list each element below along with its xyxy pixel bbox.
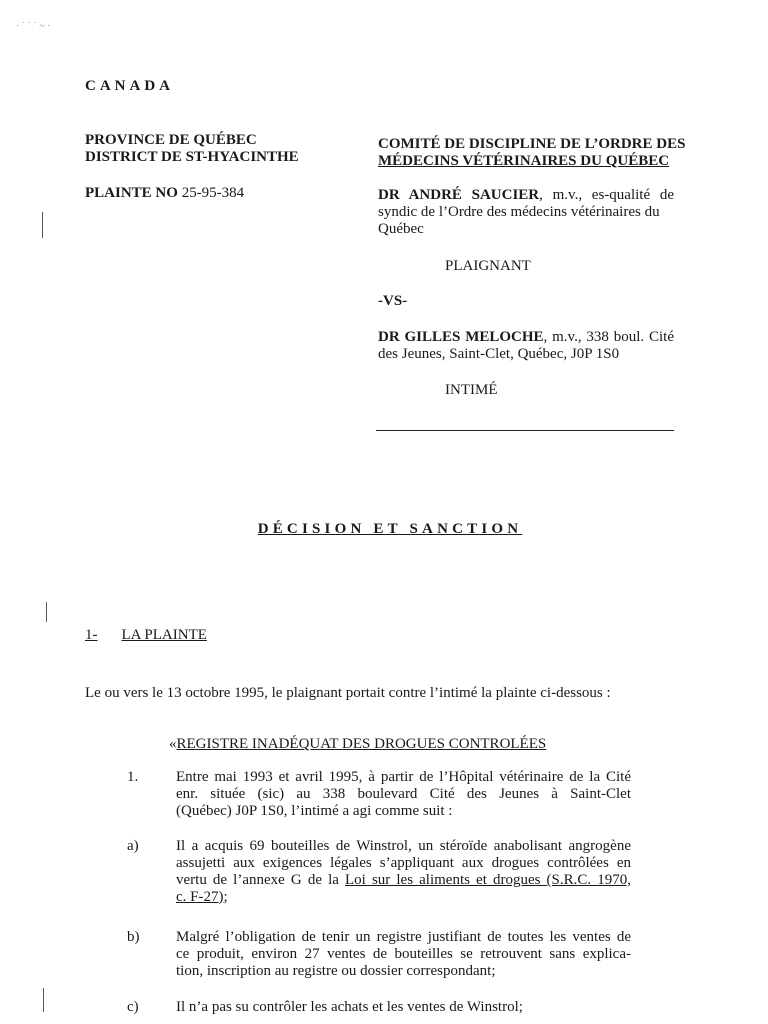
item-line: enr. située (sic) au 338 boulevard Cité des Jeunes à Saint-Clet [176,786,631,802]
item-line: Il a acquis 69 bouteilles de Winstrol, un stéroïde anabolisant angrogène [176,838,631,854]
scan-artifact: · ˙ ˙ ˙ ~ · [16,21,51,32]
item-line: Entre mai 1993 et avril 1995, à partir de l’Hôpital vétérinaire de la Cité [176,769,631,785]
district-heading: DISTRICT DE ST-HYACINTHE [85,149,299,165]
law-reference: Loi sur les aliments et drogues (S.R.C. 1970, [345,872,631,888]
plaintiff-desc-3: Québec [378,221,424,237]
plaintiff-name: DR ANDRÉ SAUCIER [378,187,540,203]
item-line: Il n’a pas su contrôler les achats et les ventes de Winstrol; [176,999,523,1015]
margin-mark [43,988,44,1012]
item-line: Malgré l’obligation de tenir un registre justifiant de toutes les ventes de [176,929,631,945]
committee-line2: MÉDECINS VÉTÉRINAIRES DU QUÉBEC [378,153,670,169]
item-line [176,889,631,906]
plaintiff-block [378,187,674,238]
item-line: tion, inscription au registre ou dossier correspondant; [176,963,496,979]
plaintiff-line1 [378,187,674,204]
respondent-line1 [378,329,674,346]
item-text [176,929,631,980]
section-number: 1- [85,627,98,643]
quote-title: REGISTRE INADÉQUAT DES DROGUES CONTROLÉES [176,736,547,752]
plainte-number [85,185,244,202]
law-reference-cont: c. F-27) [176,889,224,905]
item-line-text: vertu de l’annexe G de la [176,872,346,888]
item-label: 1. [127,769,139,785]
document-title: DÉCISION ET SANCTION [257,521,523,537]
country-heading: CANADA [85,78,174,94]
plaintiff-role: PLAIGNANT [445,258,531,274]
item-label: b) [127,929,140,945]
item-line: ce produit, environ 27 ventes de bouteilles se retrouvent sans explica- [176,946,631,962]
quote-heading [169,736,546,753]
section-intro: Le ou vers le 13 octobre 1995, le plaignant portait contre l’intimé la plainte ci-dessous : [85,685,611,701]
item-line [176,872,631,889]
quote-prefix: « [169,736,177,752]
section-heading [85,627,207,644]
item-text [176,769,631,820]
committee-line1: COMITÉ DE DISCIPLINE DE L’ORDRE DES [378,136,686,152]
plaintiff-desc-1: , m.v., es-qualité de [539,187,674,203]
respondent-role: INTIMÉ [445,382,498,398]
item-line: assujetti aux exigences légales s’appliquant aux drogues contrôlées en [176,855,631,871]
respondent-desc-2: des Jeunes, Saint-Clet, Québec, J0P 1S0 [378,346,620,362]
item-line: (Québec) J0P 1S0, l’intimé a agi comme suit : [176,803,453,819]
versus: -VS- [378,293,408,309]
plaintiff-desc-2: syndic de l’Ordre des médecins vétérinaires du [378,204,660,220]
plainte-value: 25-95-384 [181,185,245,201]
item-label: c) [127,999,139,1015]
respondent-name: DR GILLES MELOCHE [378,329,544,345]
province-heading: PROVINCE DE QUÉBEC [85,132,257,148]
section-title: LA PLAINTE [121,627,207,643]
plainte-label: PLAINTE NO [85,185,178,201]
item-text [176,838,631,906]
item-label: a) [127,838,139,854]
item-line-end: ; [223,889,228,905]
item-text [176,999,631,1016]
respondent-desc-1: , m.v., 338 boul. Cité [543,329,674,345]
margin-mark [42,212,43,238]
margin-mark [46,602,47,622]
caption-rule [376,430,674,431]
respondent-block [378,329,674,363]
